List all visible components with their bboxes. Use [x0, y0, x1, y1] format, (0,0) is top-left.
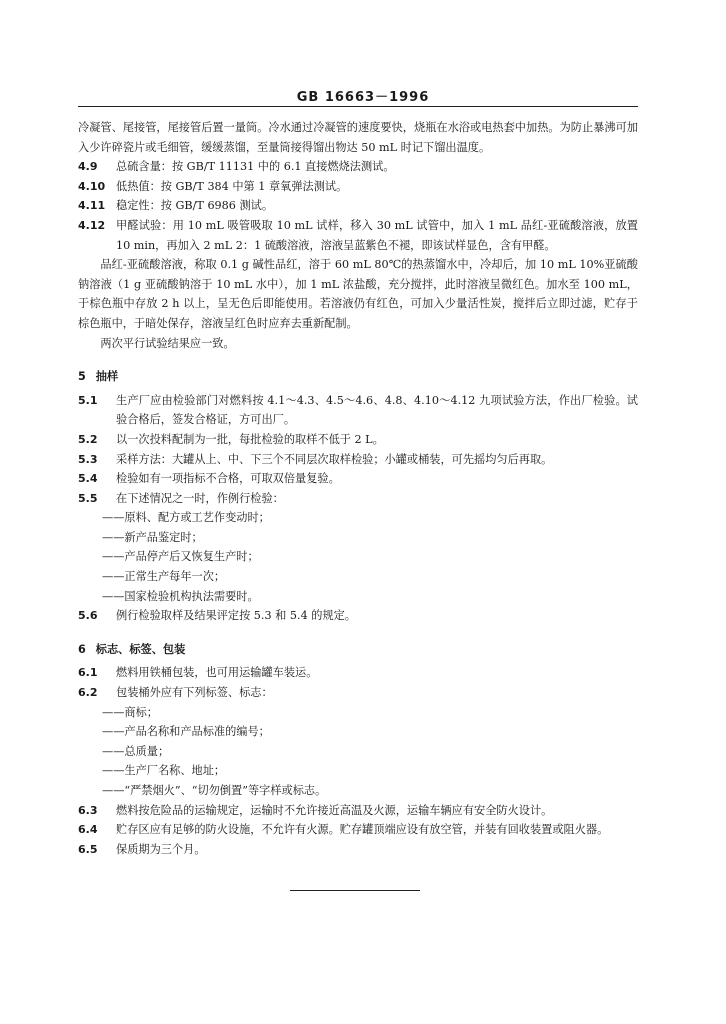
list-item: ——商标； — [102, 705, 158, 719]
section-heading-6 — [78, 640, 638, 660]
clause-number: 6.5 — [78, 842, 98, 856]
clause-number: 5.3 — [78, 452, 98, 466]
clause-text: 例行检验取样及结果评定按 5.3 和 5.4 的规定。 — [116, 609, 356, 623]
document-body — [78, 118, 638, 859]
parallel-test-paragraph: 两次平行试验结果应一致。 — [100, 336, 235, 350]
clause-6-5 — [78, 840, 638, 860]
clause-number: 6.2 — [78, 686, 98, 700]
clause-text: 低热值：按 GB/T 384 中第 1 章氧弹法测试。 — [116, 179, 348, 193]
clause-number: 4.12 — [78, 218, 106, 232]
clause-text: 燃料用铁桶包装，也可用运输罐车装运。 — [116, 666, 318, 680]
clause-number: 4.9 — [78, 160, 98, 174]
clause-6-4 — [78, 820, 638, 840]
end-of-document-rule — [290, 890, 420, 891]
clause-text: 在下述情况之一时，作例行检验： — [116, 491, 284, 505]
list-item: ——总质量； — [102, 744, 170, 758]
clause-text: 保质期为三个月。 — [116, 842, 206, 856]
clause-4-9 — [78, 157, 638, 177]
clause-4-12 — [78, 216, 638, 255]
header-rule — [78, 106, 638, 107]
list-item: ——生产厂名称、地址； — [102, 764, 226, 778]
section-title: 抽样 — [95, 370, 119, 384]
clause-number: 5.2 — [78, 432, 98, 446]
clause-text: 检验如有一项指标不合格，可取双倍量复验。 — [116, 472, 340, 486]
reagent-paragraph: 品红-亚硫酸溶液，称取 0.1 g 碱性品红，溶于 60 mL 80℃的热蒸馏水中，冷却后，加 10 mL 10%亚硫酸钠溶液（1 g 亚硫酸钠溶于 10 mL 水中），加 1 mL 浓盐酸，充分搅拌，此时溶液呈微红色。加水至 100 mL，于棕色瓶中存放 2 h 以上，呈无色后即能使用。若溶液仍有红色，可加入少量活性炭，搅拌后立即过滤，贮存于棕色瓶中，于暗处保存，溶液呈红色时应弃去重新配制。 — [78, 258, 638, 330]
list-item: ——新产品鉴定时； — [102, 530, 203, 544]
section-title: 标志、标签、包装 — [95, 642, 186, 656]
clause-6-1 — [78, 663, 638, 683]
list-item: ——“严禁烟火”、“切勿倒置”等字样或标志。 — [102, 784, 327, 797]
list-item: ——产品停产后又恢复生产时； — [102, 550, 259, 564]
clause-text: 贮存区应有足够的防火设施，不允许有火源。贮存罐顶端应设有放空管，并装有回收装置或阻火器。 — [116, 823, 609, 837]
clause-text: 以一次投料配制为一批，每批检验的取样不低于 2 L。 — [116, 432, 384, 446]
clause-number: 5.5 — [78, 491, 98, 505]
clause-text: 总硫含量：按 GB/T 11131 中的 6.1 直接燃烧法测试。 — [116, 160, 395, 174]
section-number: 5 — [78, 370, 86, 384]
clause-text: 包装桶外应有下列标签、标志： — [116, 686, 273, 700]
clause-text: 生产厂应由检验部门对燃料按 4.1～4.3、4.5～4.6、4.8、4.10～4.12 九项试验方法，作出厂检验。试验合格后，签发合格证，方可出厂。 — [116, 393, 638, 427]
clause-number: 4.10 — [78, 179, 106, 193]
page-header: GB 16663－1996 — [296, 90, 430, 105]
clause-5-5 — [78, 489, 638, 509]
clause-4-11 — [78, 196, 638, 216]
clause-text: 采样方法：大罐从上、中、下三个不同层次取样检验；小罐或桶装，可先摇均匀后再取。 — [116, 452, 553, 466]
clause-text: 稳定性：按 GB/T 6986 测试。 — [116, 199, 274, 213]
clause-6-3 — [78, 801, 638, 821]
list-item: ——正常生产每年一次； — [102, 570, 226, 584]
clause-5-6 — [78, 606, 638, 626]
clause-number: 5.6 — [78, 609, 98, 623]
clause-number: 5.4 — [78, 472, 98, 486]
clause-number: 6.4 — [78, 823, 98, 837]
section-heading-5 — [78, 367, 638, 387]
clause-5-1 — [78, 391, 638, 430]
list-item: ——产品名称和产品标准的编号； — [102, 725, 270, 739]
clause-number: 4.11 — [78, 199, 106, 213]
clause-text: 甲醛试验：用 10 mL 吸管吸取 10 mL 试样，移入 30 mL 试管中，加入 1 mL 品红-亚硫酸溶液，放置 10 min，再加入 2 mL 2：1 硫酸溶液，溶液呈蓝紫色不褪，即该试样显色，含有甲醛。 — [116, 218, 638, 252]
list-item: ——国家检验机构执法需要时。 — [102, 589, 259, 603]
clause-text: 燃料按危险品的运输规定，运输时不允许接近高温及火源，运输车辆应有安全防火设计。 — [116, 803, 553, 817]
clause-number: 6.1 — [78, 666, 98, 680]
clause-5-4 — [78, 469, 638, 489]
clause-5-2 — [78, 430, 638, 450]
list-item: ——原料、配方或工艺作变动时； — [102, 511, 270, 525]
continued-paragraph: 冷凝管、尾接管，尾接管后置一量筒。冷水通过冷凝管的速度要快，烧瓶在水浴或电热套中加热。为防止暴沸可加入少许碎瓷片或毛细管，缓缓蒸馏，至量筒接得馏出物达 50 mL 时记下馏出温度。 — [78, 121, 638, 154]
clause-number: 6.3 — [78, 803, 98, 817]
clause-4-10 — [78, 177, 638, 197]
section-number: 6 — [78, 642, 86, 656]
clause-number: 5.1 — [78, 393, 98, 407]
clause-5-3 — [78, 450, 638, 470]
clause-6-2 — [78, 683, 638, 703]
